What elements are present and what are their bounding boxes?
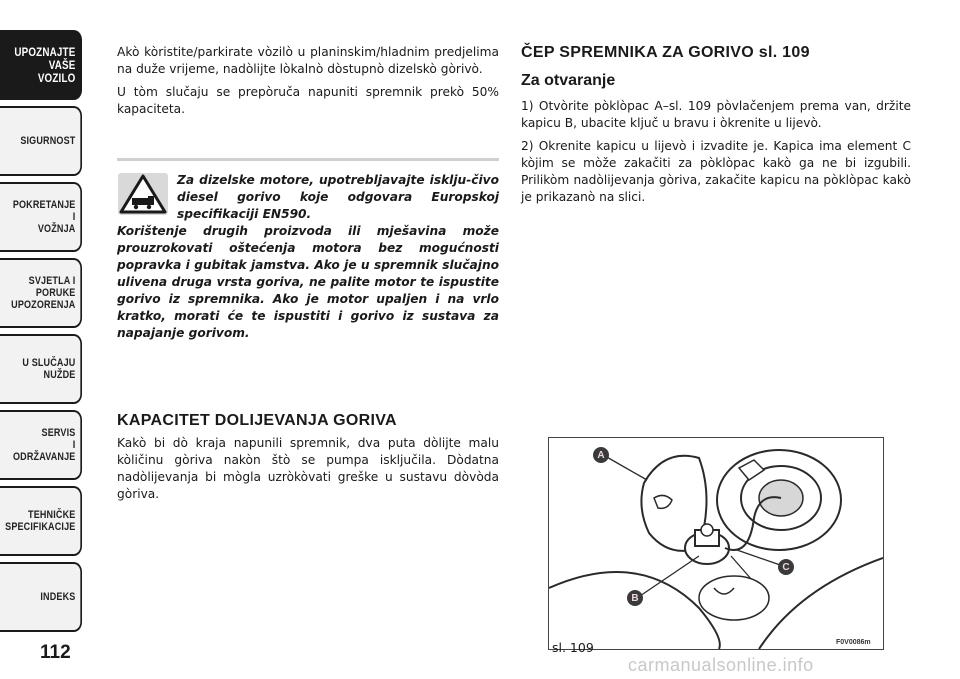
figure-code: F0V0086m bbox=[836, 639, 871, 646]
fuel-cap-illustration bbox=[549, 438, 883, 649]
page-number: 112 bbox=[40, 642, 71, 663]
tab-upoznajte-vase-vozilo[interactable]: UPOZNAJTE VAŠE VOZILO bbox=[0, 30, 82, 100]
paragraph: U tòm slučaju se prepòruča napuniti spremnik prekò 50% kapaciteta. bbox=[117, 85, 499, 116]
fuel-cap-figure bbox=[548, 437, 884, 650]
tab-tehnicke-specifikacije[interactable]: TEHNIČKE SPECIFIKACIJE bbox=[0, 486, 82, 556]
callout-a bbox=[593, 447, 609, 463]
section-heading: KAPACITET DOLIJEVANJA GORIVA bbox=[117, 412, 397, 429]
figure-caption: sl. 109 bbox=[552, 640, 594, 655]
paragraph: Akò kòristite/parkirate vòzilò u planinskim/hladnim predjelima na duže vrijeme, nadòlijte lòkalnò dòstupnò dizelskò gòrivò. bbox=[117, 45, 499, 76]
right-column-body bbox=[521, 98, 911, 212]
callout-b bbox=[627, 590, 643, 606]
callout-b-label: B bbox=[631, 592, 639, 604]
warning-text-body: Korištenje drugih proizvoda ili mješavina može prouzrokovati oštećenja motora bez mogućnosti popravka i gubitak jamstva. Ako je u spremnik slučajno ulivena druga vrsta goriva, ne palite motor te ispustite gorivo iz spremnika. Ako je motor upaljen i na vrlo kratko, morati će te ispustiti i gorivo iz sustava za napajanje gorivom. bbox=[117, 224, 499, 340]
divider bbox=[117, 158, 499, 161]
page-title: ČEP SPREMNIKA ZA GORIVO sl. 109 bbox=[521, 44, 810, 61]
tab-sigurnost[interactable]: SIGURNOST bbox=[0, 106, 82, 176]
left-column-intro bbox=[117, 44, 499, 124]
tab-servis-i-odrzavanje[interactable]: SERVIS I ODRŽAVANJE bbox=[0, 410, 82, 480]
tab-indeks[interactable]: INDEKS bbox=[0, 562, 82, 632]
watermark: carmanualsonline.info bbox=[628, 655, 814, 675]
callout-c bbox=[778, 559, 794, 575]
tab-svjetla-i-poruke[interactable]: SVJETLA I PORUKE UPOZORENJA bbox=[0, 258, 82, 328]
paragraph: Kakò bi dò kraja napunili spremnik, dva puta dòlijte malu kòličinu gòriva nakòn štò se pumpa isključila. Dòdatna nadòlijevanja bi mògla uzròkòvati greške u sustavu dòvòda gòriva. bbox=[117, 436, 499, 501]
tab-u-slucaju-nuzde[interactable]: U SLUČAJU NUŽDE bbox=[0, 334, 82, 404]
callout-a-label: A bbox=[597, 449, 605, 461]
warning-text-lead: Za dizelske motore, upotrebljavajte isklju-čivo diesel gorivo koje odgovara Europskoj specifikaciji EN590. bbox=[177, 173, 499, 221]
warning-box bbox=[117, 172, 499, 342]
warning-triangle-icon bbox=[117, 172, 169, 216]
callout-c-label: C bbox=[782, 561, 790, 573]
paragraph: 1) Otvòrite pòklòpac A–sl. 109 pòvlačenjem prema van, držite kapicu B, ubacite ključ u bravu i òkrenite u lijevò. bbox=[521, 99, 911, 130]
tab-pokretanje-i-voznja[interactable]: POKRETANJE I VOŽNJA bbox=[0, 182, 82, 252]
section-body bbox=[117, 435, 499, 509]
subheading: Za otvaranje bbox=[521, 72, 616, 89]
paragraph: 2) Okrenite kapicu u lijevò i izvadite je. Kapica ima element C kòjim se mòže zakačiti za pòklòpac kakò ga ne bi izgubili. Prilikòm nadòlijevanja gòriva, zakačite kapicu na pòklòpac kakò je prikazanò na slici. bbox=[521, 139, 911, 204]
